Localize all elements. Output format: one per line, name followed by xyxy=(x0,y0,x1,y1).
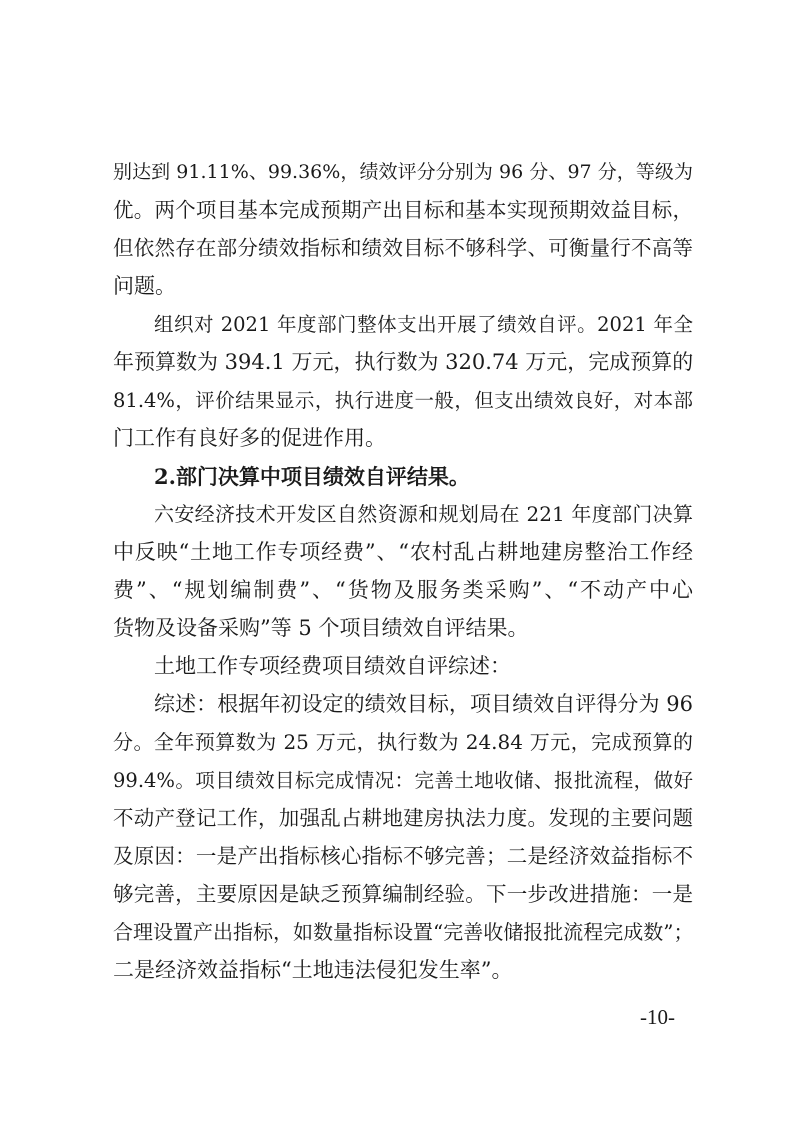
text-line: 门工作有良好多的促进作用。 xyxy=(113,426,386,450)
text-line: 六安经济技术开发区自然资源和规划局在 221 年度部门决算 xyxy=(154,502,693,526)
text-line: 不动产登记工作，加强乱占耕地建房执法力度。发现的主要问题 xyxy=(113,806,693,830)
text-line: 够完善，主要原因是缺乏预算编制经验。下一步改进措施：一是 xyxy=(113,882,693,906)
text-line: 但依然存在部分绩效指标和绩效目标不够科学、可衡量行不高等 xyxy=(113,236,693,260)
text-line: 及原因：一是产出指标核心指标不够完善；二是经济效益指标不 xyxy=(113,844,693,868)
section-heading: 2.部门决算中项目绩效自评结果。 xyxy=(154,464,470,489)
page-number: -10- xyxy=(640,1005,675,1029)
text-line: 组织对 2021 年度部门整体支出开展了绩效自评。2021 年全 xyxy=(154,313,693,336)
text-line: 综述：根据年初设定的绩效目标，项目绩效自评得分为 96 xyxy=(154,692,693,716)
text-line: 年预算数为 394.1 万元，执行数为 320.74 万元，完成预算的 xyxy=(113,350,694,374)
text-line: 费”、“规划编制费”、“货物及服务类采购”、“不动产中心 xyxy=(113,578,693,602)
text-line: 别达到 91.11%、99.36%，绩效评分分别为 96 分、97 分，等级为 xyxy=(113,161,693,183)
text-line: 合理设置产出指标，如数量指标设置“完善收储报批流程完成数”； xyxy=(113,920,694,944)
text-line: 二是经济效益指标“土地违法侵犯发生率”。 xyxy=(113,958,513,982)
text-line: 中反映“土地工作专项经费”、“农村乱占耕地建房整治工作经 xyxy=(113,540,693,564)
text-line: 81.4%，评价结果显示，执行进度一般，但支出绩效良好，对本部 xyxy=(113,389,693,412)
text-line: 优。两个项目基本完成预期产出目标和基本实现预期效益目标， xyxy=(113,198,693,222)
text-line: 土地工作专项经费项目绩效自评综述： xyxy=(154,654,511,678)
text-line: 99.4%。项目绩效目标完成情况：完善土地收储、报批流程，做好 xyxy=(113,769,693,792)
text-line: 问题。 xyxy=(113,274,176,298)
text-line: 货物及设备采购”等 5 个项目绩效自评结果。 xyxy=(113,616,529,640)
text-line: 分。全年预算数为 25 万元，执行数为 24.84 万元，完成预算的 xyxy=(113,730,693,754)
